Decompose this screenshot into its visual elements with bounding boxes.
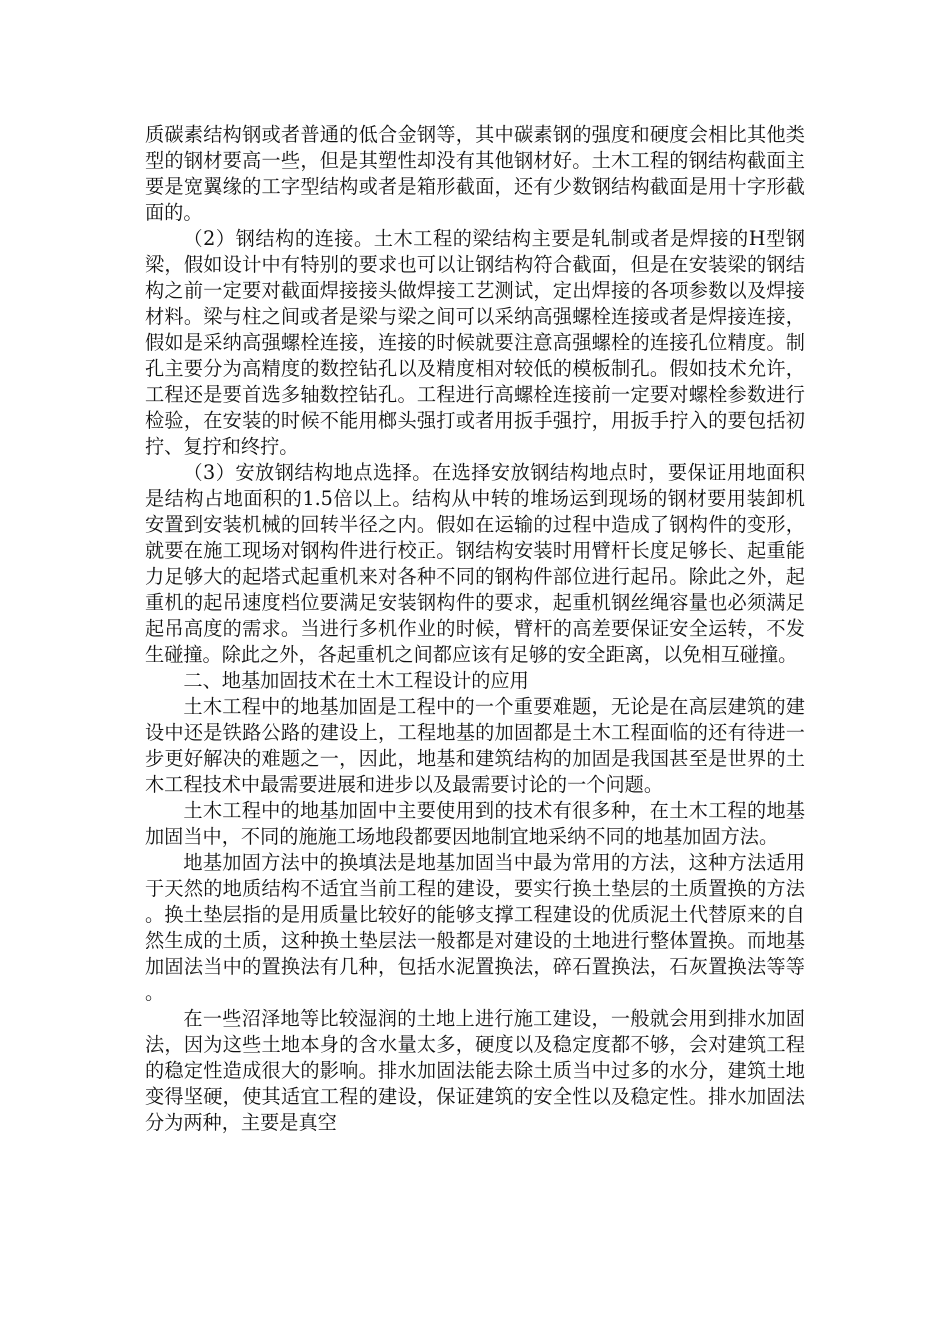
paragraph-steel-connection: （2）钢结构的连接。土木工程的梁结构主要是轧制或者是焊接的H型钢梁，假如设计中有特别的要求也可以让钢结构符合截面，但是在安装梁的钢结构之前一定要对截面焊接接头做焊接工艺测试，定出焊接的各项参数以及焊接材料。梁与柱之间或者是梁与梁之间可以采纳高强螺栓连接或者是焊接连接，假如是采纳高强螺栓连接，连接的时候就要注意高强螺栓的连接孔位精度。制孔主要分为高精度的数控钻孔以及精度相对较低的模板制孔。假如技术允许，工程还是要首选多轴数控钻孔。工程进行高螺栓连接前一定要对螺栓参数进行检验，在安装的时候不能用榔头强打或者用扳手强拧，用扳手拧入的要包括初拧、复拧和终拧。 <box>145 227 805 458</box>
paragraph-steel-types-continued: 质碳素结构钢或者普通的低合金钢等，其中碳素钢的强度和硬度会相比其他类型的钢材要高一些，但是其塑性却没有其他钢材好。土木工程的钢结构截面主要是宽翼缘的工字型结构或者是箱形截面，还有少数钢结构截面是用十字形截面的。 <box>145 123 805 224</box>
paragraph-replacement-method: 地基加固方法中的换填法是地基加固当中最为常用的方法，这种方法适用于天然的地质结构不适宜当前工程的建设，要实行换土垫层的土质置换的方法。换土垫层指的是用质量比较好的能够支撑工程建设的优质泥土代替原来的自然生成的土质，这种换土垫层法一般都是对建设的土地进行整体置换。而地基加固法当中的置换法有几种，包括水泥置换法，碎石置换法，石灰置换法等等。 <box>145 851 805 1004</box>
document-body <box>145 122 805 1136</box>
paragraph-foundation-intro: 土木工程中的地基加固是工程中的一个重要难题，无论是在高层建筑的建设中还是铁路公路的建设上，工程地基的加固都是土木工程面临的还有待进一步更好解决的难题之一，因此，地基和建筑结构的加固是我国甚至是世界的土木工程技术中最需要进展和进步以及最需要讨论的一个问题。 <box>145 695 805 796</box>
paragraph-steel-placement: （3）安放钢结构地点选择。在选择安放钢结构地点时，要保证用地面积是结构占地面积的1.5倍以上。结构从中转的堆场运到现场的钢材要用装卸机安置到安装机械的回转半径之内。假如在运输的过程中造成了钢构件的变形，就要在施工现场对钢构件进行校正。钢结构安装时用臂杆长度足够长、起重能力足够大的起塔式起重机来对各种不同的钢构件部位进行起吊。除此之外，起重机的起吊速度档位要满足安装钢构件的要求，起重机钢丝绳容量也必须满足起吊高度的需求。当进行多机作业的时候，臂杆的高差要保证安全运转，不发生碰撞。除此之外，各起重机之间都应该有足够的安全距离，以免相互碰撞。 <box>145 461 805 666</box>
paragraph-drainage-method: 在一些沼泽地等比较湿润的土地上进行施工建设，一般就会用到排水加固法，因为这些土地本身的含水量太多，硬度以及稳定度都不够，会对建筑工程的稳定性造成很大的影响。排水加固法能去除土质当中过多的水分，建筑土地变得坚硬，使其适宜工程的建设，保证建筑的安全性以及稳定性。排水加固法分为两种，主要是真空 <box>145 1007 805 1134</box>
section-heading-foundation-reinforcement: 二、地基加固技术在土木工程设计的应用 <box>183 669 529 692</box>
paragraph-foundation-techniques: 土木工程中的地基加固中主要使用到的技术有很多种，在土木工程的地基加固当中，不同的施施工场地段都要因地制宜地采纳不同的地基加固方法。 <box>145 799 805 848</box>
